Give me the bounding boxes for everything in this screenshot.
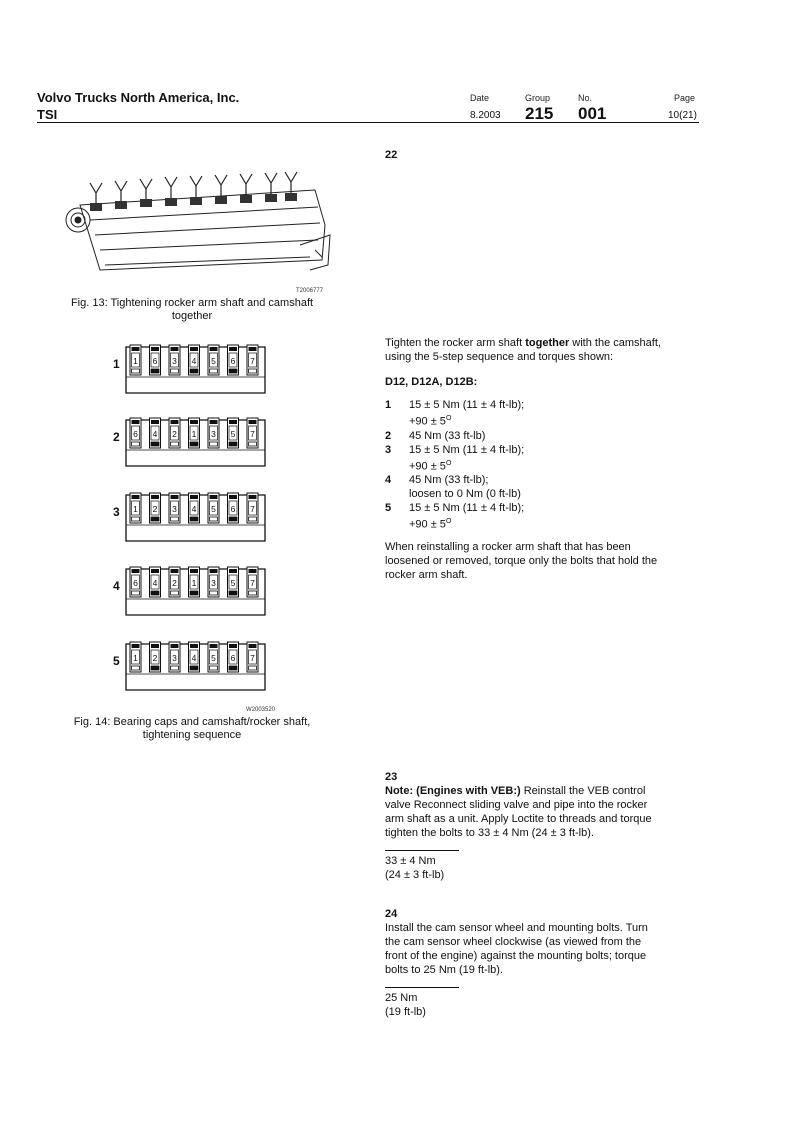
degree-mark: O bbox=[445, 459, 452, 467]
engine-illustration bbox=[60, 165, 335, 287]
sequence-step-text: 45 Nm (33 ft-lb) bbox=[409, 429, 486, 442]
sequence-step-4-cont bbox=[385, 487, 705, 501]
bearing-cap-number: 2 bbox=[152, 653, 158, 663]
bearing-cap-bolt-top bbox=[151, 644, 159, 648]
sequence-step-text: $+90 \pm 5^O$ bbox=[409, 459, 452, 473]
step-24-spec bbox=[385, 991, 426, 1019]
step-22-intro-line2: using the 5-step sequence and torques shown: bbox=[385, 351, 614, 363]
sequence-block-label: 5 bbox=[113, 654, 120, 668]
bearing-cap-bolt-bottom bbox=[229, 666, 237, 670]
bearing-cap-bolt-bottom bbox=[151, 517, 159, 521]
bearing-cap-bolt-top bbox=[190, 420, 198, 424]
bearing-cap-bolt-bottom bbox=[249, 442, 257, 446]
company-name: Volvo Trucks North America, Inc. bbox=[37, 90, 240, 105]
bearing-cap-bolt-top bbox=[210, 644, 218, 648]
sequence-block-label: 3 bbox=[113, 505, 120, 519]
bearing-cap-bolt-bottom bbox=[249, 591, 257, 595]
sequence-block-label: 2 bbox=[113, 430, 120, 444]
reinstall-line1: When reinstalling a rocker arm shaft that has been bbox=[385, 541, 631, 553]
bearing-cap-bolt-top bbox=[151, 420, 159, 424]
bearing-cap-number: 5 bbox=[230, 578, 236, 588]
sequence-step-3-cont bbox=[385, 457, 705, 474]
step-22-intro-post: with the camshaft, bbox=[569, 337, 661, 349]
sequence-step-text: $+90 \pm 5^O$ bbox=[409, 518, 452, 531]
sequence-step-number: 2 bbox=[385, 429, 392, 442]
bearing-cap-bolt-bottom bbox=[171, 369, 179, 373]
bearing-cap-number: 6 bbox=[230, 356, 236, 366]
fig14-caption-line2: tightening sequence bbox=[142, 729, 242, 741]
bearing-cap-number: 2 bbox=[152, 504, 158, 514]
bearing-cap-number: 1 bbox=[133, 504, 138, 514]
bearing-cap-bolt-bottom bbox=[190, 517, 198, 521]
step-22-reinstall-note bbox=[385, 540, 705, 582]
sequence-step-number: 4 bbox=[385, 474, 392, 487]
bearing-cap-number: 3 bbox=[211, 429, 216, 439]
bearing-cap-bolt-bottom bbox=[171, 591, 179, 595]
bearing-cap-bolt-top bbox=[210, 569, 218, 573]
step-24-body bbox=[385, 921, 705, 977]
degree-mark: O bbox=[445, 518, 452, 526]
bearing-cap-number: 1 bbox=[191, 429, 197, 439]
bearing-cap-number: 2 bbox=[172, 578, 177, 588]
bearing-cap-number: 3 bbox=[172, 356, 177, 366]
bearing-cap-number: 3 bbox=[211, 578, 216, 588]
bearing-cap-bolt-top bbox=[151, 495, 159, 499]
step-22-intro-pre: Tighten the rocker arm shaft bbox=[385, 337, 526, 349]
bearing-cap-bolt-bottom bbox=[171, 666, 179, 670]
bearing-cap-bolt-top bbox=[249, 420, 257, 424]
bearing-cap-number: 6 bbox=[152, 356, 158, 366]
sequence-block-label: 1 bbox=[113, 357, 120, 371]
bearing-cap-bolt-bottom bbox=[210, 591, 218, 595]
bearing-cap-bolt-bottom bbox=[132, 517, 140, 521]
bearing-cap-bolt-top bbox=[210, 495, 218, 499]
sequence-step-number bbox=[385, 487, 409, 501]
bearing-cap-bolt-bottom bbox=[249, 666, 257, 670]
group-label: Group bbox=[525, 93, 551, 103]
document-type: TSI bbox=[37, 107, 58, 122]
step-22-intro bbox=[385, 336, 705, 364]
fig14-caption-line1: Fig. 14: Bearing caps and camshaft/rocker shaft, bbox=[73, 716, 311, 728]
engine-drawing bbox=[60, 165, 335, 287]
bearing-cap-bolt-top bbox=[210, 347, 218, 351]
sequence-block-label: 4 bbox=[113, 579, 120, 593]
bearing-cap-bolt-top bbox=[229, 569, 237, 573]
date-value: 8.2003 bbox=[470, 110, 501, 121]
bearing-cap-number: 3 bbox=[172, 504, 177, 514]
bearing-cap-number: 4 bbox=[191, 356, 197, 366]
bearing-cap-bolt-top bbox=[132, 569, 140, 573]
group-value: 215 bbox=[525, 104, 554, 123]
sequence-step-1 bbox=[385, 398, 705, 412]
step-23-spec-rule bbox=[385, 850, 459, 851]
bearing-cap-bolt-top bbox=[132, 495, 140, 499]
sequence-step-3 bbox=[385, 443, 705, 457]
bearing-cap-bolt-top bbox=[249, 569, 257, 573]
step-23-line3: arm shaft as a unit. Apply Loctite to threads and torque bbox=[385, 813, 652, 825]
bearing-cap-number: 4 bbox=[191, 653, 197, 663]
sequence-step-number: 3 bbox=[385, 443, 392, 456]
fig14-caption bbox=[37, 716, 347, 742]
date-label: Date bbox=[470, 93, 490, 103]
step-22-models: D12, D12A, D12B: bbox=[385, 376, 478, 388]
fig13-caption-line2: together bbox=[171, 310, 213, 322]
bearing-cap-bolt-bottom bbox=[210, 517, 218, 521]
bearing-cap-bolt-bottom bbox=[151, 442, 159, 446]
bearing-cap-bolt-bottom bbox=[229, 369, 237, 373]
bearing-cap-bolt-top bbox=[151, 569, 159, 573]
step-24-number: 24 bbox=[385, 908, 398, 920]
bearing-cap-number: 5 bbox=[211, 356, 216, 366]
bearing-cap-bolt-bottom bbox=[229, 442, 237, 446]
bearing-cap-bolt-top bbox=[229, 495, 237, 499]
step-23-line1: Reinstall the VEB control bbox=[520, 785, 646, 797]
bearing-cap-number: 7 bbox=[250, 653, 255, 663]
bearing-cap-bolt-bottom bbox=[210, 369, 218, 373]
bearing-cap-number: 4 bbox=[152, 578, 158, 588]
bearing-cap-bolt-bottom bbox=[190, 591, 198, 595]
bearing-cap-bolt-bottom bbox=[249, 369, 257, 373]
bearing-cap-bolt-top bbox=[190, 569, 198, 573]
bearing-cap-number: 2 bbox=[172, 429, 177, 439]
sequence-step-1-cont bbox=[385, 412, 705, 429]
bearing-cap-bolt-top bbox=[210, 420, 218, 424]
bearing-cap-bolt-bottom bbox=[132, 369, 140, 373]
step-24-line4: bolts to 25 Nm (19 ft-lb). bbox=[385, 964, 503, 976]
sequence-step-number: 5 bbox=[385, 502, 392, 515]
step-23-note: Note: (Engines with VEB:) bbox=[385, 785, 521, 797]
bearing-cap-bolt-bottom bbox=[151, 369, 159, 373]
bearing-cap-number: 1 bbox=[133, 356, 138, 366]
step-22-number: 22 bbox=[385, 149, 398, 161]
step-24-spec-line1: 25 Nm bbox=[385, 992, 418, 1004]
step-23-spec-line1: 33 ± 4 Nm bbox=[385, 855, 436, 867]
bearing-cap-number: 7 bbox=[250, 504, 255, 514]
bearing-cap-number: 3 bbox=[172, 653, 177, 663]
page-value: 10(21) bbox=[668, 110, 697, 121]
bearing-cap-number: 5 bbox=[211, 653, 216, 663]
bearing-cap-bolt-bottom bbox=[132, 666, 140, 670]
bearing-cap-number: 4 bbox=[191, 504, 197, 514]
sequence-step-text: $+90 \pm 5^O$ bbox=[409, 415, 452, 428]
bearing-cap-bolt-bottom bbox=[229, 591, 237, 595]
bearing-cap-bolt-top bbox=[249, 495, 257, 499]
bearing-cap-number: 6 bbox=[230, 504, 236, 514]
bearing-cap-bolt-bottom bbox=[210, 442, 218, 446]
bearing-cap-number: 5 bbox=[211, 504, 216, 514]
fig13-caption-line1: Fig. 13: Tightening rocker arm shaft and camshaft bbox=[70, 297, 314, 309]
fig13-caption bbox=[37, 297, 347, 323]
sequence-step-text: 15 ± 5 Nm (11 ± 4 ft-lb); bbox=[409, 399, 525, 411]
step-23-spec-line2: (24 ± 3 ft-lb) bbox=[385, 869, 445, 881]
page-label: Page bbox=[674, 93, 696, 103]
number-value: 001 bbox=[578, 104, 607, 123]
bearing-cap-bolt-top bbox=[171, 420, 179, 424]
bearing-cap-bolt-top bbox=[249, 644, 257, 648]
step-24-line3: front of the engine) against the mounting bolts; torque bbox=[385, 950, 647, 962]
sequence-step-text: 45 Nm (33 ft-lb); bbox=[409, 474, 489, 487]
sequence-step-2 bbox=[385, 429, 705, 443]
bearing-cap-bolt-top bbox=[229, 644, 237, 648]
bearing-cap-number: 7 bbox=[250, 356, 255, 366]
bearing-cap-bolt-bottom bbox=[190, 442, 198, 446]
bearing-cap-number: 6 bbox=[133, 578, 138, 588]
reinstall-line2: loosened or removed, torque only the bolts that hold the bbox=[385, 555, 658, 567]
bearing-cap-bolt-top bbox=[171, 644, 179, 648]
bearing-cap-bolt-top bbox=[229, 420, 237, 424]
sequence-step-text: 15 ± 5 Nm (11 ± 4 ft-lb); bbox=[409, 502, 525, 515]
bearing-cap-bolt-top bbox=[171, 347, 179, 351]
sequence-step-text: 15 ± 5 Nm (11 ± 4 ft-lb); bbox=[409, 443, 525, 456]
step-24-line1: Install the cam sensor wheel and mounting bolts. Turn bbox=[385, 922, 648, 934]
sequence-step-4 bbox=[385, 473, 705, 487]
step-23-line4: tighten the bolts to 33 ± 4 Nm (24 ± 3 ft-lb). bbox=[385, 827, 594, 839]
sequence-step-number bbox=[385, 515, 409, 532]
bearing-cap-bolt-top bbox=[171, 569, 179, 573]
bearing-cap-bolt-bottom bbox=[171, 517, 179, 521]
bearing-cap-bolt-bottom bbox=[151, 591, 159, 595]
bearing-cap-number: 7 bbox=[250, 429, 255, 439]
step-24-line2: the cam sensor wheel clockwise (as viewed from the bbox=[385, 936, 642, 948]
torque-sequence-list bbox=[385, 398, 705, 532]
bearing-cap-bolt-bottom bbox=[132, 442, 140, 446]
step-23-spec bbox=[385, 854, 444, 882]
step-24-spec-rule bbox=[385, 987, 459, 988]
bearing-cap-bolt-bottom bbox=[229, 517, 237, 521]
bearing-cap-number: 1 bbox=[191, 578, 197, 588]
number-label: No. bbox=[578, 93, 593, 103]
bearing-cap-sequence-diagram bbox=[108, 335, 278, 705]
bearing-cap-bolt-top bbox=[132, 644, 140, 648]
bearing-cap-bolt-bottom bbox=[171, 442, 179, 446]
bearing-cap-bolt-bottom bbox=[132, 591, 140, 595]
bearing-cap-number: 7 bbox=[250, 578, 255, 588]
bearing-cap-bolt-bottom bbox=[190, 666, 198, 670]
sequence-step-text: loosen to 0 Nm (0 ft-lb) bbox=[409, 488, 521, 501]
header-rule bbox=[37, 122, 699, 123]
step-24-spec-line2: (19 ft-lb) bbox=[385, 1006, 426, 1018]
bearing-cap-bolt-top bbox=[229, 347, 237, 351]
bearing-cap-bolt-top bbox=[249, 347, 257, 351]
bearing-cap-bolt-top bbox=[171, 495, 179, 499]
bearing-cap-bolt-top bbox=[151, 347, 159, 351]
bearing-cap-bolt-top bbox=[190, 347, 198, 351]
step-23-number: 23 bbox=[385, 771, 398, 783]
step-23-body bbox=[385, 784, 705, 840]
bearing-cap-number: 6 bbox=[230, 653, 236, 663]
sequence-step-number: 1 bbox=[385, 399, 392, 411]
sequence-step-5-cont bbox=[385, 515, 705, 532]
bearing-cap-bolt-bottom bbox=[190, 369, 198, 373]
fig13-image-id: T2006777 bbox=[296, 288, 324, 294]
bearing-cap-number: 5 bbox=[230, 429, 236, 439]
reinstall-line3: rocker arm shaft. bbox=[385, 569, 468, 581]
bearing-cap-number: 1 bbox=[133, 653, 138, 663]
sequence-step-number bbox=[385, 457, 409, 474]
bearing-cap-bolt-bottom bbox=[151, 666, 159, 670]
bearing-cap-bolt-top bbox=[190, 644, 198, 648]
bearing-cap-bolt-bottom bbox=[210, 666, 218, 670]
sequence-step-number bbox=[385, 412, 409, 429]
bearing-cap-bolt-bottom bbox=[249, 517, 257, 521]
bearing-cap-bolt-top bbox=[132, 347, 140, 351]
step-22-intro-bold: together bbox=[525, 337, 570, 349]
bearing-cap-bolt-top bbox=[132, 420, 140, 424]
sequence-step-5 bbox=[385, 501, 705, 515]
degree-mark: O bbox=[445, 415, 452, 422]
bearing-cap-svg bbox=[108, 335, 278, 705]
bearing-cap-number: 4 bbox=[152, 429, 158, 439]
bearing-cap-number: 6 bbox=[133, 429, 138, 439]
fig14-image-id: W2003520 bbox=[246, 707, 276, 713]
bearing-cap-bolt-top bbox=[190, 495, 198, 499]
step-23-line2: valve Reconnect sliding valve and pipe into the rocker bbox=[385, 799, 648, 811]
